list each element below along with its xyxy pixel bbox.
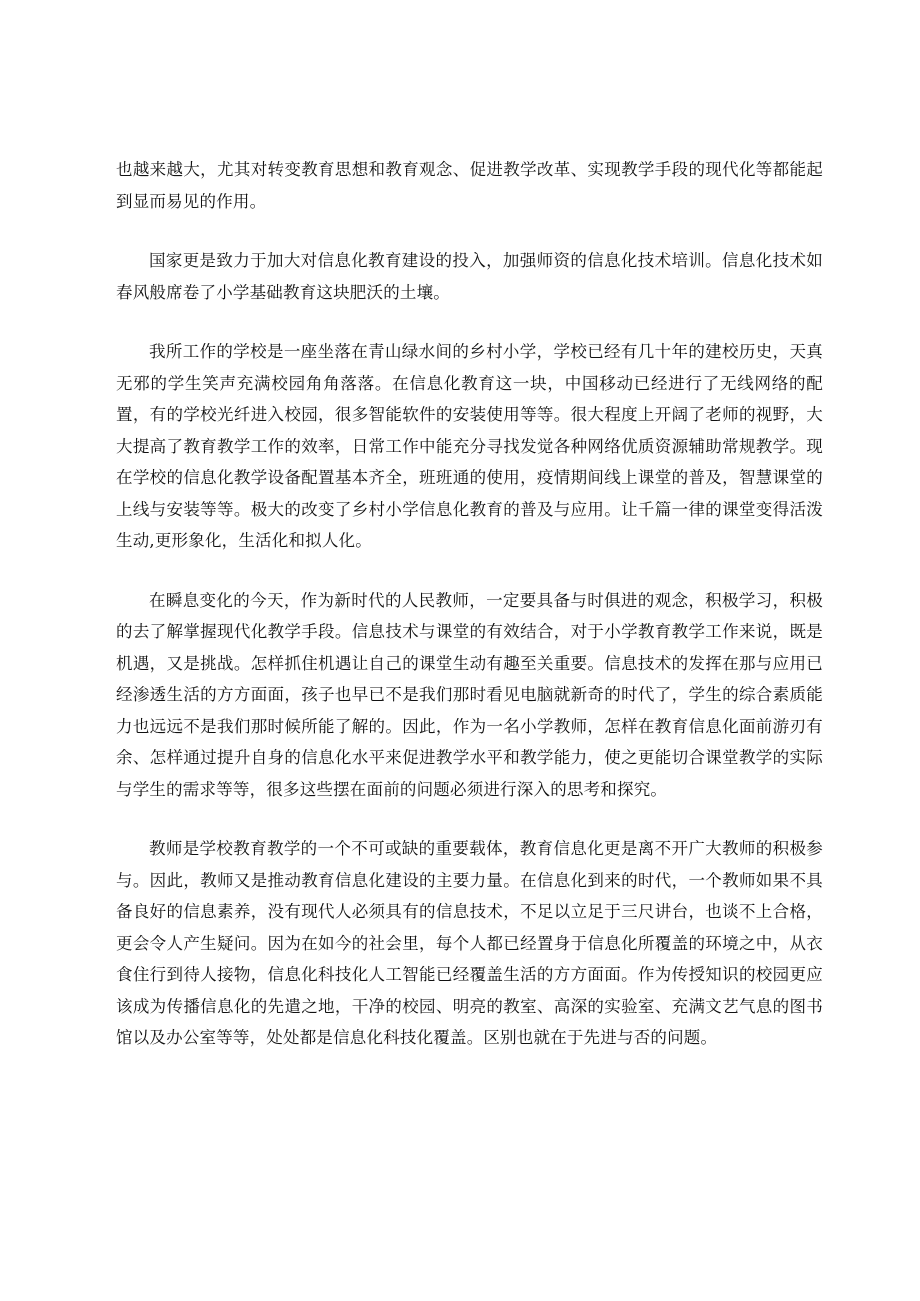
document-body: [116, 154, 823, 1082]
paragraph: 国家更是致力于加大对信息化教育建设的投入，加强师资的信息化技术培训。信息化技术如春风般席卷了小学基础教育这块肥沃的土壤。: [116, 251, 823, 302]
paragraph-continuation: 也越来越大，尤其对转变教育思想和教育观念、促进教学改革、实现教学手段的现代化等都能起到显而易见的作用。: [116, 160, 823, 211]
paragraph: 我所工作的学校是一座坐落在青山绿水间的乡村小学，学校已经有几十年的建校历史，天真无邪的学生笑声充满校园角角落落。在信息化教育这一块，中国移动已经进行了无线网络的配置，有的学校光纤进入校园，很多智能软件的安装使用等等。很大程度上开阔了老师的视野，大大提高了教育教学工作的效率，日常工作中能充分寻找发觉各种网络优质资源辅助常规教学。现在学校的信息化教学设备配置基本齐全，班班通的使用，疫情期间线上课堂的普及，智慧课堂的上线与安装等等。极大的改变了乡村小学信息化教育的普及与应用。让千篇一律的课堂变得活泼生动,更形象化，生活化和拟人化。: [116, 342, 823, 550]
paragraph: 教师是学校教育教学的一个不可或缺的重要载体，教育信息化更是离不开广大教师的积极参与。因此，教师又是推动教育信息化建设的主要力量。在信息化到来的时代，一个教师如果不具备良好的信息素养，没有现代人必须具有的信息技术，不足以立足于三尺讲台，也谈不上合格，更会令人产生疑问。因为在如今的社会里，每个人都已经置身于信息化所覆盖的环境之中，从衣食住行到待人接物，信息化科技化人工智能已经覆盖生活的方方面面。作为传授知识的校园更应该成为传播信息化的先遣之地，干净的校园、明亮的教室、高深的实验室、充满文艺气息的图书馆以及办公室等等，处处都是信息化科技化覆盖。区别也就在于先进与否的问题。: [116, 839, 823, 1047]
paragraph: 在瞬息变化的今天，作为新时代的人民教师，一定要具备与时俱进的观念，积极学习，积极的去了解掌握现代化教学手段。信息技术与课堂的有效结合，对于小学教育教学工作来说，既是机遇，又是挑战。怎样抓住机遇让自己的课堂生动有趣至关重要。信息技术的发挥在那与应用已经渗透生活的方方面面，孩子也早已不是我们那时看见电脑就新奇的时代了，学生的综合素质能力也远远不是我们那时候所能了解的。因此，作为一名小学教师，怎样在教育信息化面前游刃有余、怎样通过提升自身的信息化水平来促进教学水平和教学能力，使之更能切合课堂教学的实际与学生的需求等等，很多这些摆在面前的问题必须进行深入的思考和探究。: [116, 590, 823, 799]
